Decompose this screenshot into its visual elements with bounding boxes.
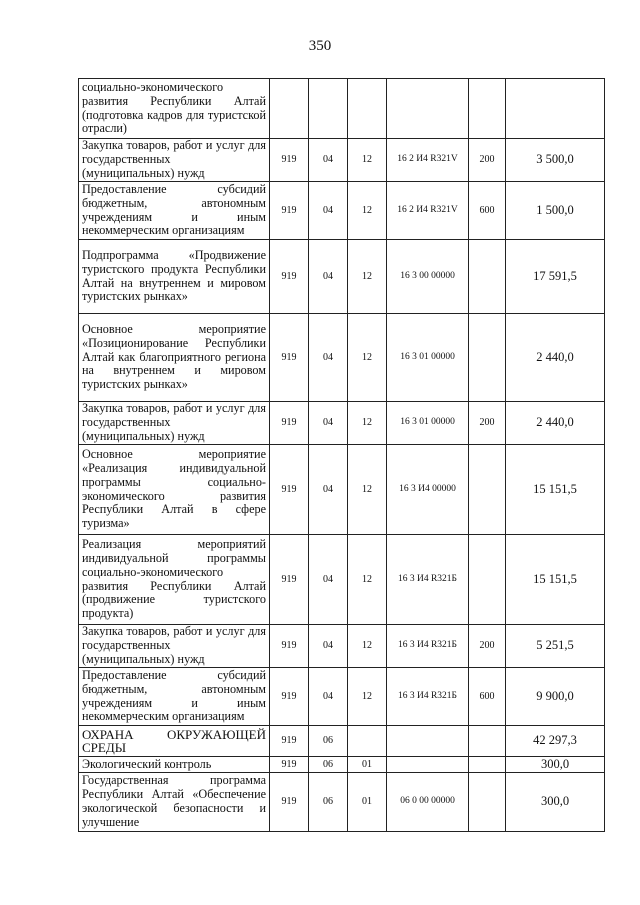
subsection-code: 12 [348,314,387,402]
section-code: 04 [309,182,348,240]
row-name: ОХРАНА ОКРУЖАЮЩЕЙ СРЕДЫ [79,726,270,757]
table-body [79,79,605,832]
expense-type-code [469,314,506,402]
amount: 300,0 [506,773,605,832]
row-name: Закупка товаров, работ и услуг для государственных (муниципальных) нужд [79,139,270,182]
row-name: Предоставление субсидий бюджетным, автономным учреждениям и иным некоммерческим организациям [79,668,270,726]
section-code [309,79,348,139]
target-article-code: 16 3 И4 R321Б [387,535,469,625]
amount: 15 151,5 [506,445,605,535]
table-row [79,773,605,832]
amount: 15 151,5 [506,535,605,625]
subsection-code: 12 [348,668,387,726]
expense-type-code [469,757,506,773]
subsection-code: 12 [348,182,387,240]
ministry-code: 919 [270,314,309,402]
row-name: Основное мероприятие «Позиционирование Республики Алтай как благоприятного региона на внутреннем и мировом туристских рынках» [79,314,270,402]
target-article-code: 16 3 00 00000 [387,240,469,314]
row-name: Реализация мероприятий индивидуальной программы социально-экономического развития Республики Алтай (продвижение туристского продукта) [79,535,270,625]
section-code: 04 [309,445,348,535]
ministry-code: 919 [270,625,309,668]
row-name: Основное мероприятие «Реализация индивидуальной программы социально-экономического развития Республики Алтай в сфере туризма» [79,445,270,535]
subsection-code: 01 [348,773,387,832]
ministry-code: 919 [270,535,309,625]
subsection-code: 12 [348,139,387,182]
subsection-code: 12 [348,625,387,668]
subsection-code: 01 [348,757,387,773]
expense-type-code [469,773,506,832]
subsection-code: 12 [348,402,387,445]
table-row [79,314,605,402]
target-article-code [387,726,469,757]
section-code: 04 [309,668,348,726]
amount: 1 500,0 [506,182,605,240]
expense-type-code [469,79,506,139]
expense-type-code [469,445,506,535]
subsection-code [348,726,387,757]
expense-type-code: 200 [469,625,506,668]
amount: 2 440,0 [506,314,605,402]
ministry-code: 919 [270,402,309,445]
target-article-code: 16 3 01 00000 [387,402,469,445]
table-row [79,668,605,726]
ministry-code: 919 [270,757,309,773]
ministry-code: 919 [270,240,309,314]
table-row [79,240,605,314]
subsection-code: 12 [348,240,387,314]
table-row [79,625,605,668]
section-code: 04 [309,402,348,445]
target-article-code [387,79,469,139]
target-article-code: 06 0 00 00000 [387,773,469,832]
row-name: социально-экономического развития Республики Алтай (подготовка кадров для туристской отрасли) [79,79,270,139]
table-row [79,79,605,139]
budget-table [78,78,605,832]
section-code: 06 [309,773,348,832]
target-article-code: 16 2 И4 R321V [387,182,469,240]
section-code: 06 [309,726,348,757]
target-article-code: 16 3 И4 00000 [387,445,469,535]
row-name: Подпрограмма «Продвижение туристского продукта Республики Алтай на внутреннем и мировом туристских рынках» [79,240,270,314]
table-row [79,726,605,757]
amount: 9 900,0 [506,668,605,726]
expense-type-code: 600 [469,182,506,240]
amount [506,79,605,139]
section-code: 04 [309,625,348,668]
amount: 3 500,0 [506,139,605,182]
subsection-code: 12 [348,535,387,625]
target-article-code: 16 3 01 00000 [387,314,469,402]
target-article-code: 16 2 И4 R321V [387,139,469,182]
expense-type-code: 200 [469,139,506,182]
ministry-code: 919 [270,773,309,832]
table-row [79,535,605,625]
expense-type-code: 600 [469,668,506,726]
target-article-code [387,757,469,773]
ministry-code: 919 [270,139,309,182]
subsection-code [348,79,387,139]
ministry-code: 919 [270,445,309,535]
amount: 17 591,5 [506,240,605,314]
table-row [79,757,605,773]
target-article-code: 16 3 И4 R321Б [387,625,469,668]
table-row [79,139,605,182]
section-code: 04 [309,240,348,314]
section-code: 04 [309,314,348,402]
amount: 5 251,5 [506,625,605,668]
table-row [79,402,605,445]
target-article-code: 16 3 И4 R321Б [387,668,469,726]
ministry-code: 919 [270,668,309,726]
row-name: Предоставление субсидий бюджетным, автономным учреждениям и иным некоммерческим организациям [79,182,270,240]
amount: 2 440,0 [506,402,605,445]
section-code: 04 [309,535,348,625]
section-code: 06 [309,757,348,773]
expense-type-code [469,535,506,625]
section-code: 04 [309,139,348,182]
page-number: 350 [308,38,332,54]
table-row [79,445,605,535]
ministry-code [270,79,309,139]
expense-type-code [469,726,506,757]
row-name: Закупка товаров, работ и услуг для государственных (муниципальных) нужд [79,402,270,445]
row-name: Закупка товаров, работ и услуг для государственных (муниципальных) нужд [79,625,270,668]
ministry-code: 919 [270,726,309,757]
row-name: Экологический контроль [79,757,270,773]
expense-type-code [469,240,506,314]
amount: 300,0 [506,757,605,773]
amount: 42 297,3 [506,726,605,757]
row-name: Государственная программа Республики Алтай «Обеспечение экологической безопасности и улучшение [79,773,270,832]
subsection-code: 12 [348,445,387,535]
table-row [79,182,605,240]
expense-type-code: 200 [469,402,506,445]
ministry-code: 919 [270,182,309,240]
